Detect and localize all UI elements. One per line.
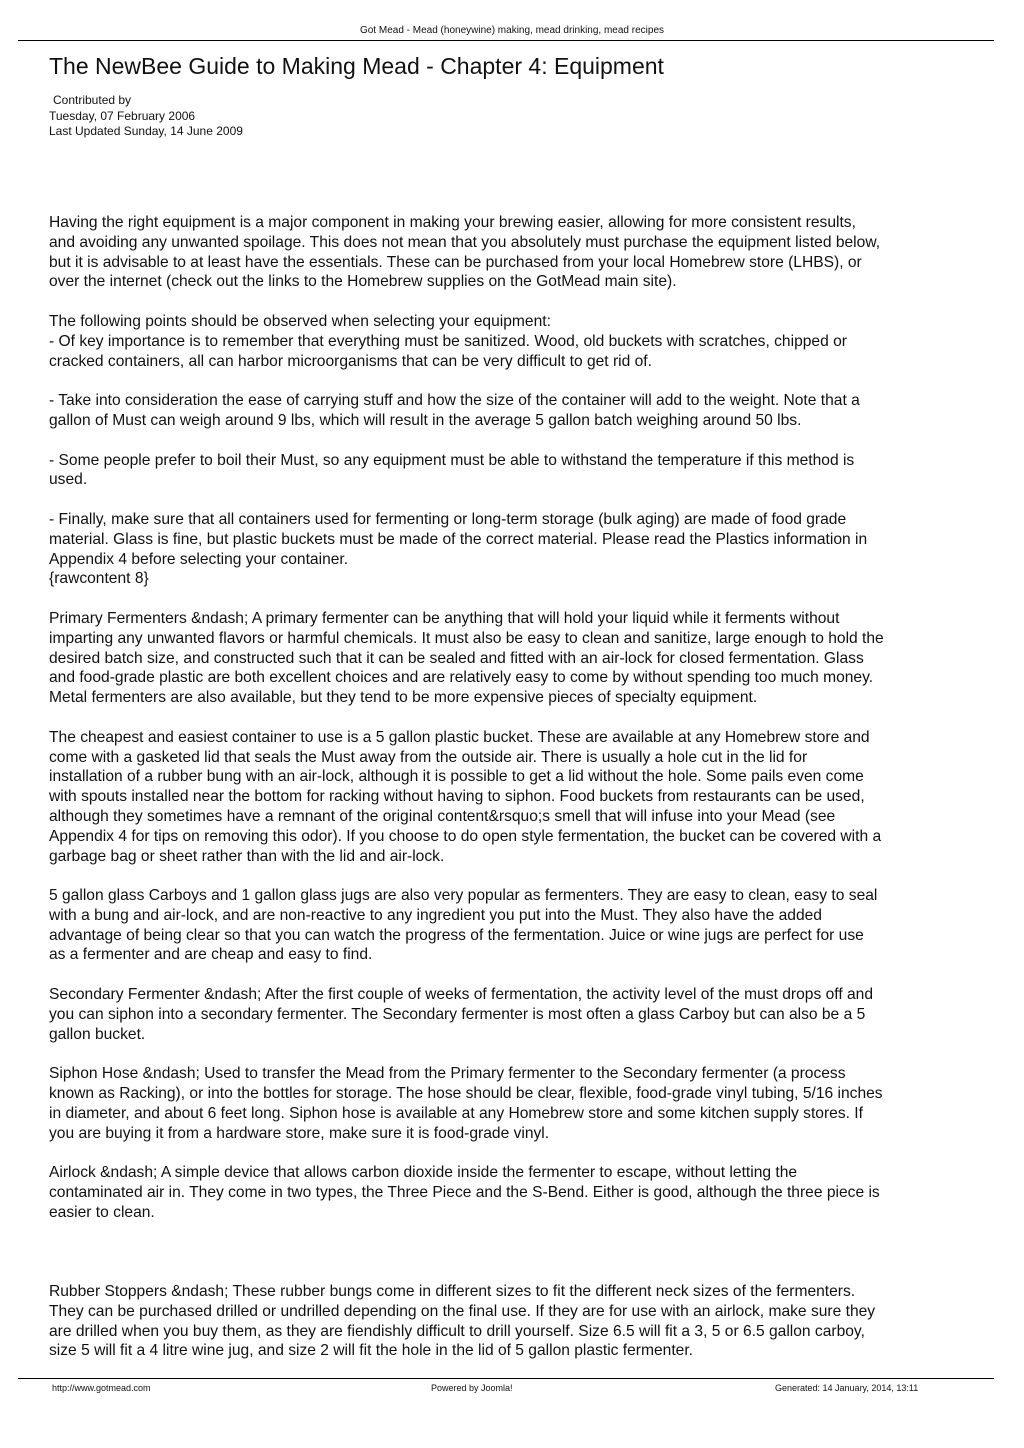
- paragraph-weight: - Take into consideration the ease of carrying stuff and how the size of the container will add to the weight. Note that a gallon of Must can weigh around 9 lbs, which will result in the average 5 gallon batch weighing around 50 lbs.: [49, 392, 860, 429]
- contributed-by: Contributed by: [53, 93, 132, 107]
- published-date: Tuesday, 07 February 2006: [49, 108, 196, 123]
- footer-powered-by: Powered by Joomla!: [431, 1383, 513, 1393]
- footer-url-link[interactable]: http://www.gotmead.com: [52, 1383, 151, 1393]
- paragraph-siphon-hose: Siphon Hose &ndash; Used to transfer the Mead from the Primary fermenter to the Secondary fermenter (a process known as Racking), or into the bottles for storage. The hose should be clear, flexible, food-grade vinyl tubing, 5/16 inches in diameter, and about 6 feet long. Siphon hose is available at any Homebrew store and some kitchen supply stores. If you are buying it from a hardware store, make sure it is food-grade vinyl.: [49, 1065, 883, 1142]
- footer-divider: [18, 1378, 994, 1379]
- paragraph-secondary-fermenter: Secondary Fermenter &ndash; After the first couple of weeks of fermentation, the activity level of the must drops off and you can siphon into a secondary fermenter. The Secondary fermenter is most often a glass Carboy but can also be a 5 gallon bucket.: [49, 986, 874, 1043]
- paragraph-food-grade: - Finally, make sure that all containers used for fermenting or long-term storage (bulk aging) are made of food grade material. Glass is fine, but plastic buckets must be made of the correct material. Please read the Plastics information in Appendix 4 before selecting your container. {rawcontent 8}: [49, 510, 868, 588]
- paragraph-primary-fermenters: Primary Fermenters &ndash; A primary fermenter can be anything that will hold your liquid while it ferments without imparting any unwanted flavors or harmful chemicals. It must also be easy to clean and sanitize, large enough to hold the desired batch size, and constructed such that it can be sealed and fitted with an air-lock for closed fermentation. Glass and food-grade plastic are both excellent choices and are relatively easy to come by without spending too much money. Metal fermenters are also available, but they tend to be more expensive pieces of specialty equipment.: [49, 609, 884, 707]
- paragraph-intro: Having the right equipment is a major component in making your brewing easier, allowing for more consistent results, and avoiding any unwanted spoilage. This does not mean that you absolutely must purchase the equipment listed below, but it is advisable to at least have the essentials. These can be purchased from your local Homebrew store (LHBS), or over the internet (check out the links to the Homebrew supplies on the GotMead main site).: [49, 214, 881, 291]
- last-updated: Last Updated Sunday, 14 June 2009: [49, 124, 243, 138]
- site-header: Got Mead - Mead (honeywine) making, mead drinking, mead recipes: [359, 25, 665, 36]
- article-meta: [49, 93, 243, 140]
- site-footer: [0, 1382, 1024, 1396]
- paragraph-selection-points: The following points should be observed when selecting your equipment: - Of key importance is to remember that everything must be sanitized. Wood, old buckets with scratches, chipped or cracked containers, all can harbor microorganisms that can be very difficult to get rid of.: [49, 312, 847, 370]
- article-body: [49, 213, 989, 1361]
- paragraph-plastic-bucket: The cheapest and easiest container to use is a 5 gallon plastic bucket. These are available at any Homebrew store and come with a gasketed lid that seals the Must away from the outside air. There is usually a hole cut in the lid for installation of a rubber bung with an air-lock, although it is possible to get a lid without the hole. Some pails even come with spouts installed near the bottom for racking without having to siphon. Food buckets from restaurants can be used, although they sometimes have a remnant of the original content&rsquo;s smell that will infuse into your Mead (see Appendix 4 for tips on removing this odor). If you choose to do open style fermentation, the bucket can be covered with a garbage bag or sheet rather than with the lid and air-lock.: [49, 728, 882, 865]
- header-divider: [18, 40, 994, 41]
- paragraph-rubber-stoppers: Rubber Stoppers &ndash; These rubber bungs come in different sizes to fit the different neck sizes of the fermenters. They can be purchased drilled or undrilled depending on the final use. If they are for use with an airlock, make sure they are drilled when you buy them, as they are fiendishly difficult to drill yourself. Size 6.5 will fit a 3, 5 or 6.5 gallon carboy, size 5 will fit a 4 litre wine jug, and size 2 will fit the hole in the lid of 5 gallon plastic fermenter.: [49, 1283, 876, 1360]
- article-title: The NewBee Guide to Making Mead - Chapter 4: Equipment: [49, 53, 664, 79]
- footer-generated-date: Generated: 14 January, 2014, 13:11: [775, 1383, 919, 1393]
- paragraph-boil: - Some people prefer to boil their Must, so any equipment must be able to withstand the temperature if this method is used.: [49, 451, 855, 489]
- paragraph-carboys: 5 gallon glass Carboys and 1 gallon glass jugs are also very popular as fermenters. They are easy to clean, easy to seal with a bung and air-lock, and are non-reactive to any ingredient you put into the Must. They also have the added advantage of being clear so that you can watch the progress of the fermentation. Juice or wine jugs are perfect for use as a fermenter and are cheap and easy to find.: [49, 887, 878, 964]
- paragraph-airlock: Airlock &ndash; A simple device that allows carbon dioxide inside the fermenter to escape, without letting the contaminated air in. They come in two types, the Three Piece and the S-Bend. Either is good, although the three piece is easier to clean.: [49, 1164, 880, 1221]
